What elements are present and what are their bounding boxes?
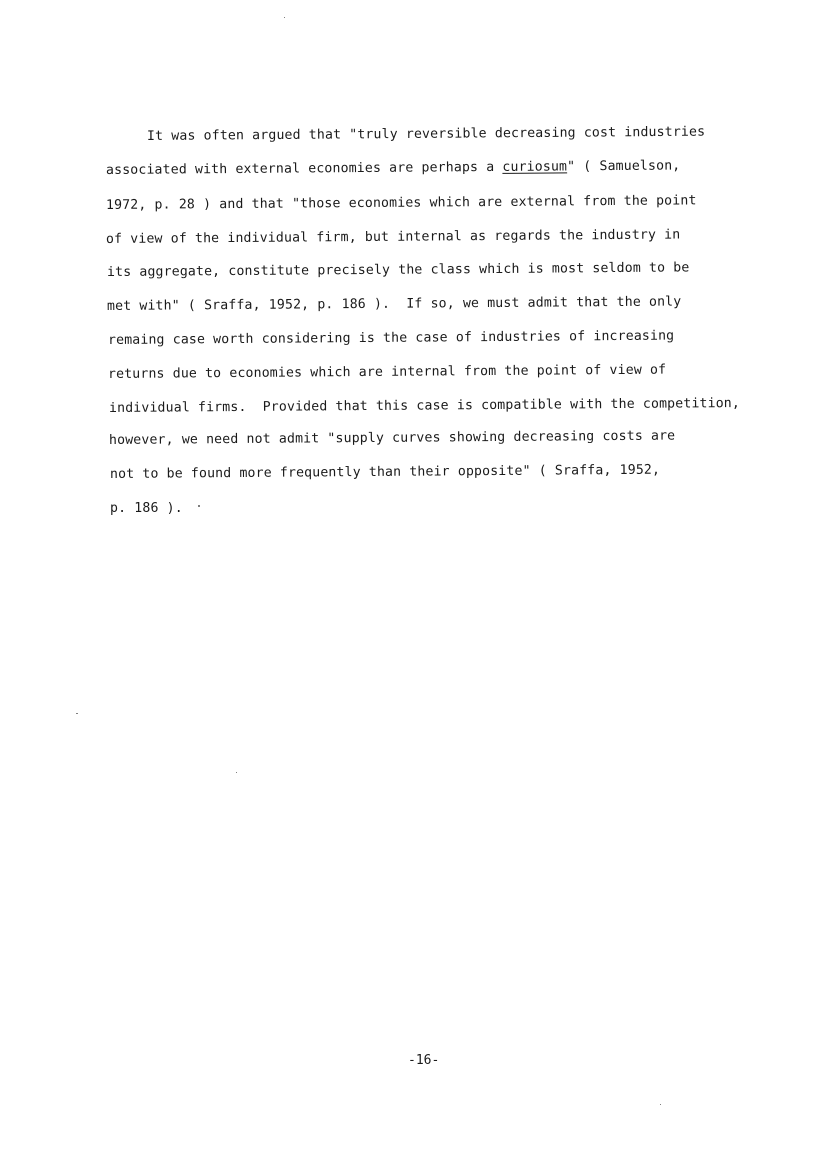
line-text: 1972, p. 28 ) and that "those economies which are external from the point [105, 193, 697, 213]
paragraph-line [108, 328, 674, 350]
scan-speck [198, 505, 200, 507]
paragraph-line [110, 462, 660, 484]
line-text: returns due to economies which are internal from the point of view of [107, 362, 667, 382]
paragraph-line [110, 500, 183, 518]
line-text: met with" ( Sraffa, 1952, p. 186 ). If so, we must admit that the only [106, 294, 682, 314]
paragraph-line [106, 226, 680, 249]
line-text: p. 186 ). [110, 501, 183, 516]
scan-speck [284, 17, 285, 18]
scan-speck [660, 1104, 661, 1105]
paragraph-line [109, 428, 675, 450]
paragraph-line [106, 192, 697, 215]
scan-speck [76, 713, 78, 714]
scan-speck [236, 772, 237, 773]
line-text: individual firms. Provided that this case is compatible with the competition, [108, 396, 741, 416]
line-text: associated with external economies are perhaps a [105, 159, 503, 178]
page-number: -16- [408, 1053, 440, 1068]
paragraph-line [106, 157, 680, 180]
paragraph-line [147, 124, 705, 146]
paragraph-line [107, 293, 681, 316]
emphasized-term: curiosum [502, 159, 568, 175]
line-text: remaing case worth considering is the case of industries of increasing [107, 328, 675, 348]
line-text: however, we need not admit "supply curves showing decreasing costs are [108, 428, 676, 448]
paragraph-line [109, 395, 740, 418]
line-text: its aggregate, constitute precisely the class which is most seldom to be [106, 260, 690, 280]
line-text: not to be found more frequently than their opposite" ( Sraffa, 1952, [109, 462, 661, 482]
line-text: It was often argued that "truly reversible decreasing cost industries [146, 124, 706, 144]
paragraph-line [107, 259, 690, 282]
paragraph-line [108, 362, 666, 384]
body-paragraph [0, 0, 827, 560]
line-text: of view of the individual firm, but internal as regards the industry in [105, 227, 681, 247]
line-text: " ( Samuelson, [567, 158, 681, 175]
